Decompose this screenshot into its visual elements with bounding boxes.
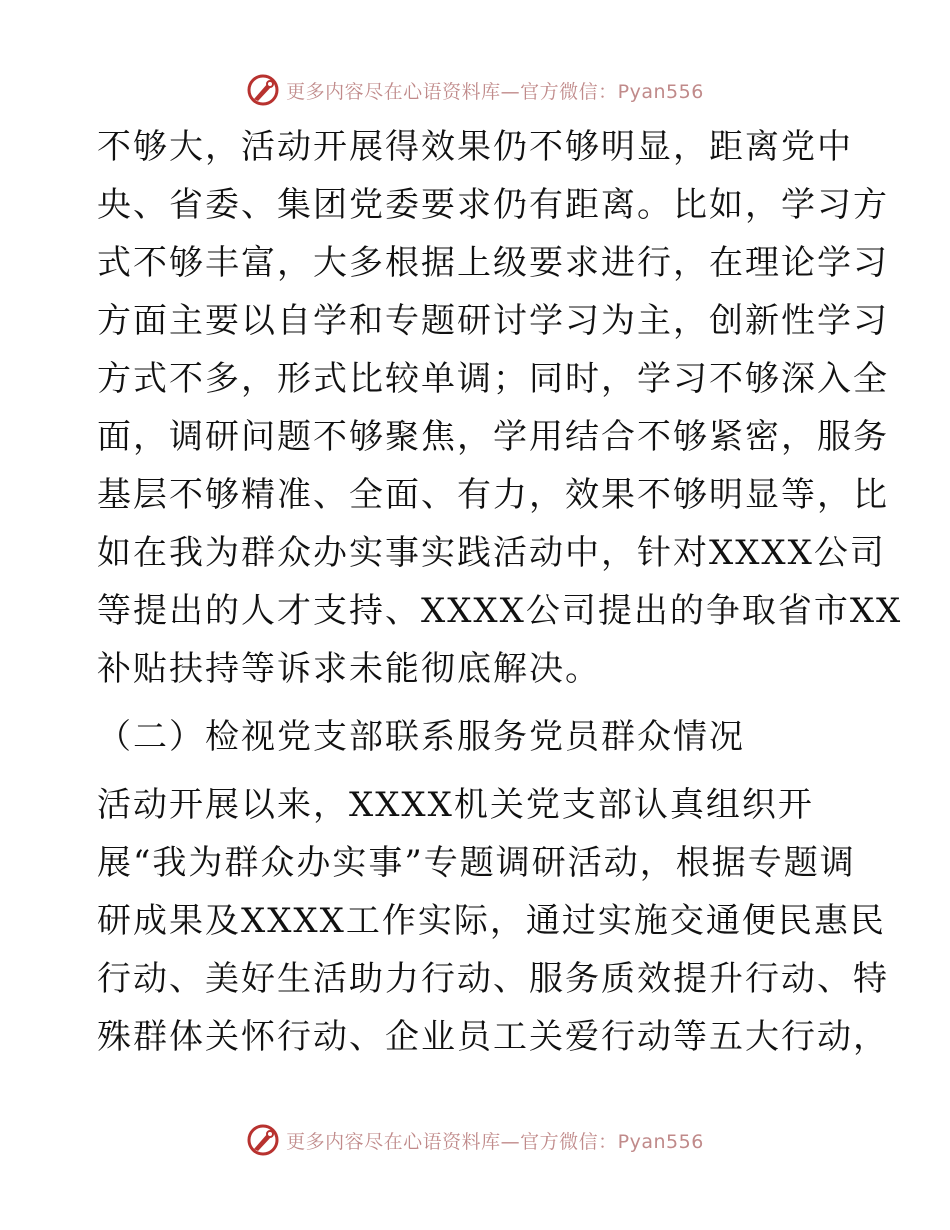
text-line: 活动开展以来，XXXX机关党支部认真组织开 [97,785,814,825]
pen-logo-icon [246,1123,280,1157]
watermark-header [0,70,950,110]
text-line: 殊群体关怀行动、企业员工关爱行动等五大行动， [97,1017,889,1057]
watermark-footer [0,1120,950,1160]
text-line: 补贴扶持等诉求未能彻底解决。 [97,649,601,689]
text-line: 央、省委、集团党委要求仍有距离。比如，学习方 [97,185,889,225]
text-line: 等提出的人才支持、XXXX公司提出的争取省市XX [97,591,903,631]
text-line: 如在我为群众办实事实践活动中，针对XXXX公司 [97,533,886,573]
paragraph-1 [97,118,903,698]
document-body [97,118,903,1066]
text-line: 基层不够精准、全面、有力，效果不够明显等，比 [97,475,889,515]
text-line: 式不够丰富，大多根据上级要求进行，在理论学习 [97,243,889,283]
pen-logo-icon [246,73,280,107]
watermark-text: 更多内容尽在心语资料库—官方微信：Pyan556 [286,80,704,103]
paragraph-2 [97,776,889,1066]
text-line: 方面主要以自学和专题研讨学习为主，创新性学习 [97,301,889,341]
text-line: 研成果及XXXX工作实际，通过实施交通便民惠民 [97,901,886,941]
text-line: 展“我为群众办实事”专题调研活动，根据专题调 [97,843,856,883]
text-line: 行动、美好生活助力行动、服务质效提升行动、特 [97,959,889,999]
watermark-text: 更多内容尽在心语资料库—官方微信：Pyan556 [286,1130,704,1153]
text-line: 不够大，活动开展得效果仍不够明显，距离党中 [97,127,853,167]
text-line: 方式不多，形式比较单调；同时，学习不够深入全 [97,359,889,399]
text-line: 面，调研问题不够聚焦，学用结合不够紧密，服务 [97,417,889,457]
section-heading: （二）检视党支部联系服务党员群众情况 [97,717,745,757]
